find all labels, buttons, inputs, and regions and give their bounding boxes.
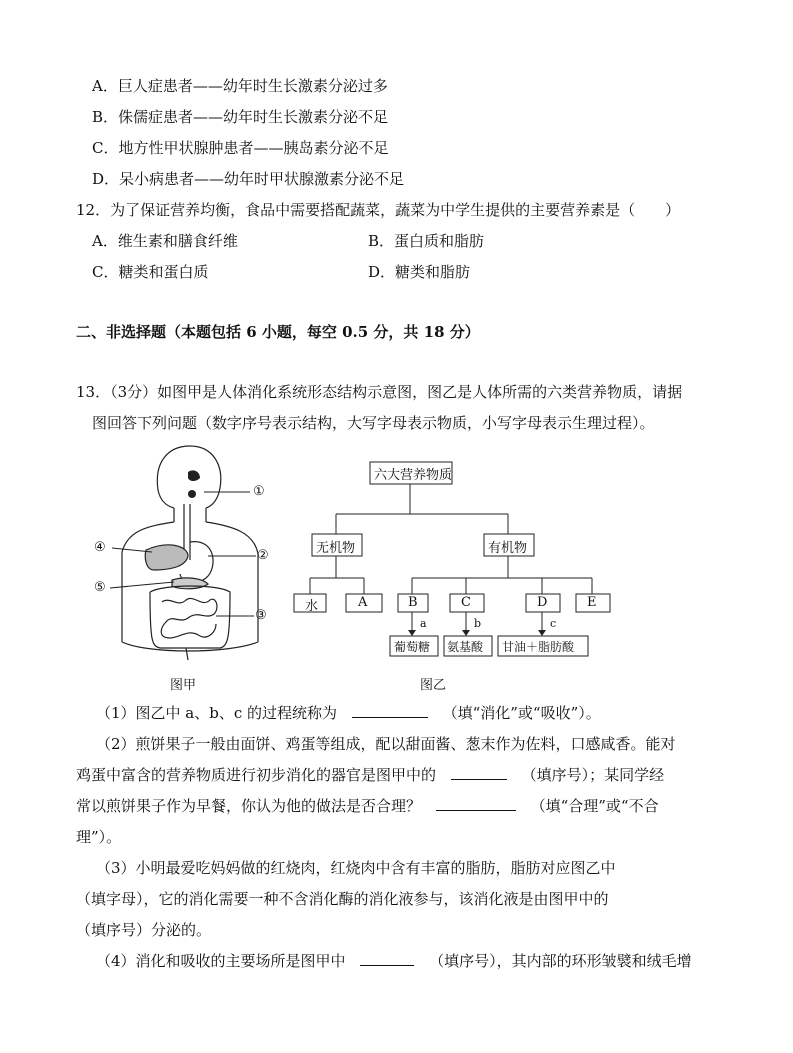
- q13-part4: [96, 951, 692, 971]
- q11-option-c: C．地方性甲状腺肿患者——胰岛素分泌不足: [92, 139, 389, 157]
- tree-a: A: [358, 595, 368, 610]
- q13-part2-line1: （2）煎饼果子一般由面饼、鸡蛋等组成，配以甜面酱、葱末作为佐料，口感咸香。能对: [96, 735, 676, 753]
- q13-part2-answer-blank-2[interactable]: [436, 796, 516, 811]
- tree-water: 水: [305, 599, 319, 614]
- q13-part2-line2: [76, 765, 664, 785]
- tree-organic: 有机物: [488, 541, 528, 556]
- fig-b-caption: 图乙: [420, 678, 447, 693]
- q13-part2-text-d: （填“合理”或“不合: [530, 797, 659, 815]
- q12-option-c: C．糖类和蛋白质: [92, 263, 209, 281]
- q13-part1-answer-blank[interactable]: [352, 703, 428, 718]
- tree-d: D: [537, 595, 548, 610]
- q13-part2-text-a: 鸡蛋中富含的营养物质进行初步消化的器官是图甲中的: [76, 766, 437, 784]
- q13-part4-answer-blank[interactable]: [360, 951, 414, 966]
- q13-part4-text-b: （填序号），其内部的环形皱襞和绒毛增: [429, 952, 692, 970]
- q13-part2-line4: 理”）。: [76, 828, 122, 846]
- q13-part3-line1: （3）小明最爱吃妈妈做的红烧肉，红烧肉中含有丰富的脂肪，脂肪对应图乙中: [96, 859, 616, 877]
- tree-process-a: a: [420, 617, 427, 630]
- q13-part2-line3: [76, 796, 659, 816]
- q12-stem: 12．为了保证营养均衡，食品中需要搭配蔬菜，蔬菜为中学生提供的主要营养素是（ ）: [76, 201, 681, 219]
- tree-amino-acid: 氨基酸: [447, 640, 484, 654]
- fig-a-caption: 图甲: [170, 678, 197, 693]
- tree-e: E: [587, 595, 597, 610]
- tree-process-c: c: [550, 617, 557, 630]
- tree-b: B: [408, 595, 418, 610]
- q13-part1: [96, 703, 601, 723]
- fig-a-label-1: ①: [253, 484, 265, 499]
- q13-stem-line2: 图回答下列问题（数字序号表示结构，大写字母表示物质，小写字母表示生理过程）。: [92, 414, 655, 432]
- q11-option-d: D．呆小病患者——幼年时甲状腺激素分泌不足: [92, 170, 405, 188]
- tree-root: 六大营养物质: [374, 468, 453, 483]
- q12-option-d: D．糖类和脂肪: [368, 263, 471, 281]
- fig-a-label-4: ④: [94, 540, 106, 555]
- q13-part1-text-b: （填“消化”或“吸收”）。: [442, 704, 601, 722]
- q13-part2-text-c: 常以煎饼果子作为早餐，你认为他的做法是否合理？: [76, 797, 422, 815]
- tree-c: C: [461, 595, 471, 610]
- tree-process-b: b: [474, 617, 482, 630]
- q13-part1-text-a: （1）图乙中 a、b、c 的过程统称为: [96, 704, 338, 722]
- fig-a-label-3: ③: [255, 608, 267, 623]
- q13-part3-line3: （填序号）分泌的。: [76, 921, 212, 939]
- fig-a-label-2: ②: [257, 548, 269, 563]
- q13-stem-line1: 13．（3分）如图甲是人体消化系统形态结构示意图，图乙是人体所需的六类营养物质，请据: [76, 383, 683, 401]
- q13-part2-answer-blank-1[interactable]: [451, 765, 507, 780]
- q12-option-a: A．维生素和膳食纤维: [92, 232, 238, 250]
- q13-part3-line2: （填字母），它的消化需要一种不含消化酶的消化液参与，该消化液是由图甲中的: [76, 890, 609, 908]
- tree-glycerol-fatty-acid: 甘油＋脂肪酸: [502, 640, 575, 654]
- q11-option-a: A．巨人症患者——幼年时生长激素分泌过多: [92, 77, 388, 95]
- tree-inorganic: 无机物: [316, 541, 356, 556]
- q13-part2-text-b: （填序号）；某同学经: [521, 766, 665, 784]
- tree-glucose: 葡萄糖: [394, 640, 431, 654]
- fig-a-label-5: ⑤: [94, 580, 106, 595]
- q13-part4-text-a: （4）消化和吸收的主要场所是图甲中: [96, 952, 346, 970]
- section-2-title: 二、非选择题（本题包括 6 小题，每空 0.5 分，共 18 分）: [76, 323, 480, 341]
- q12-option-b: B．蛋白质和脂肪: [368, 232, 485, 250]
- q11-option-b: B．侏儒症患者——幼年时生长激素分泌不足: [92, 108, 389, 126]
